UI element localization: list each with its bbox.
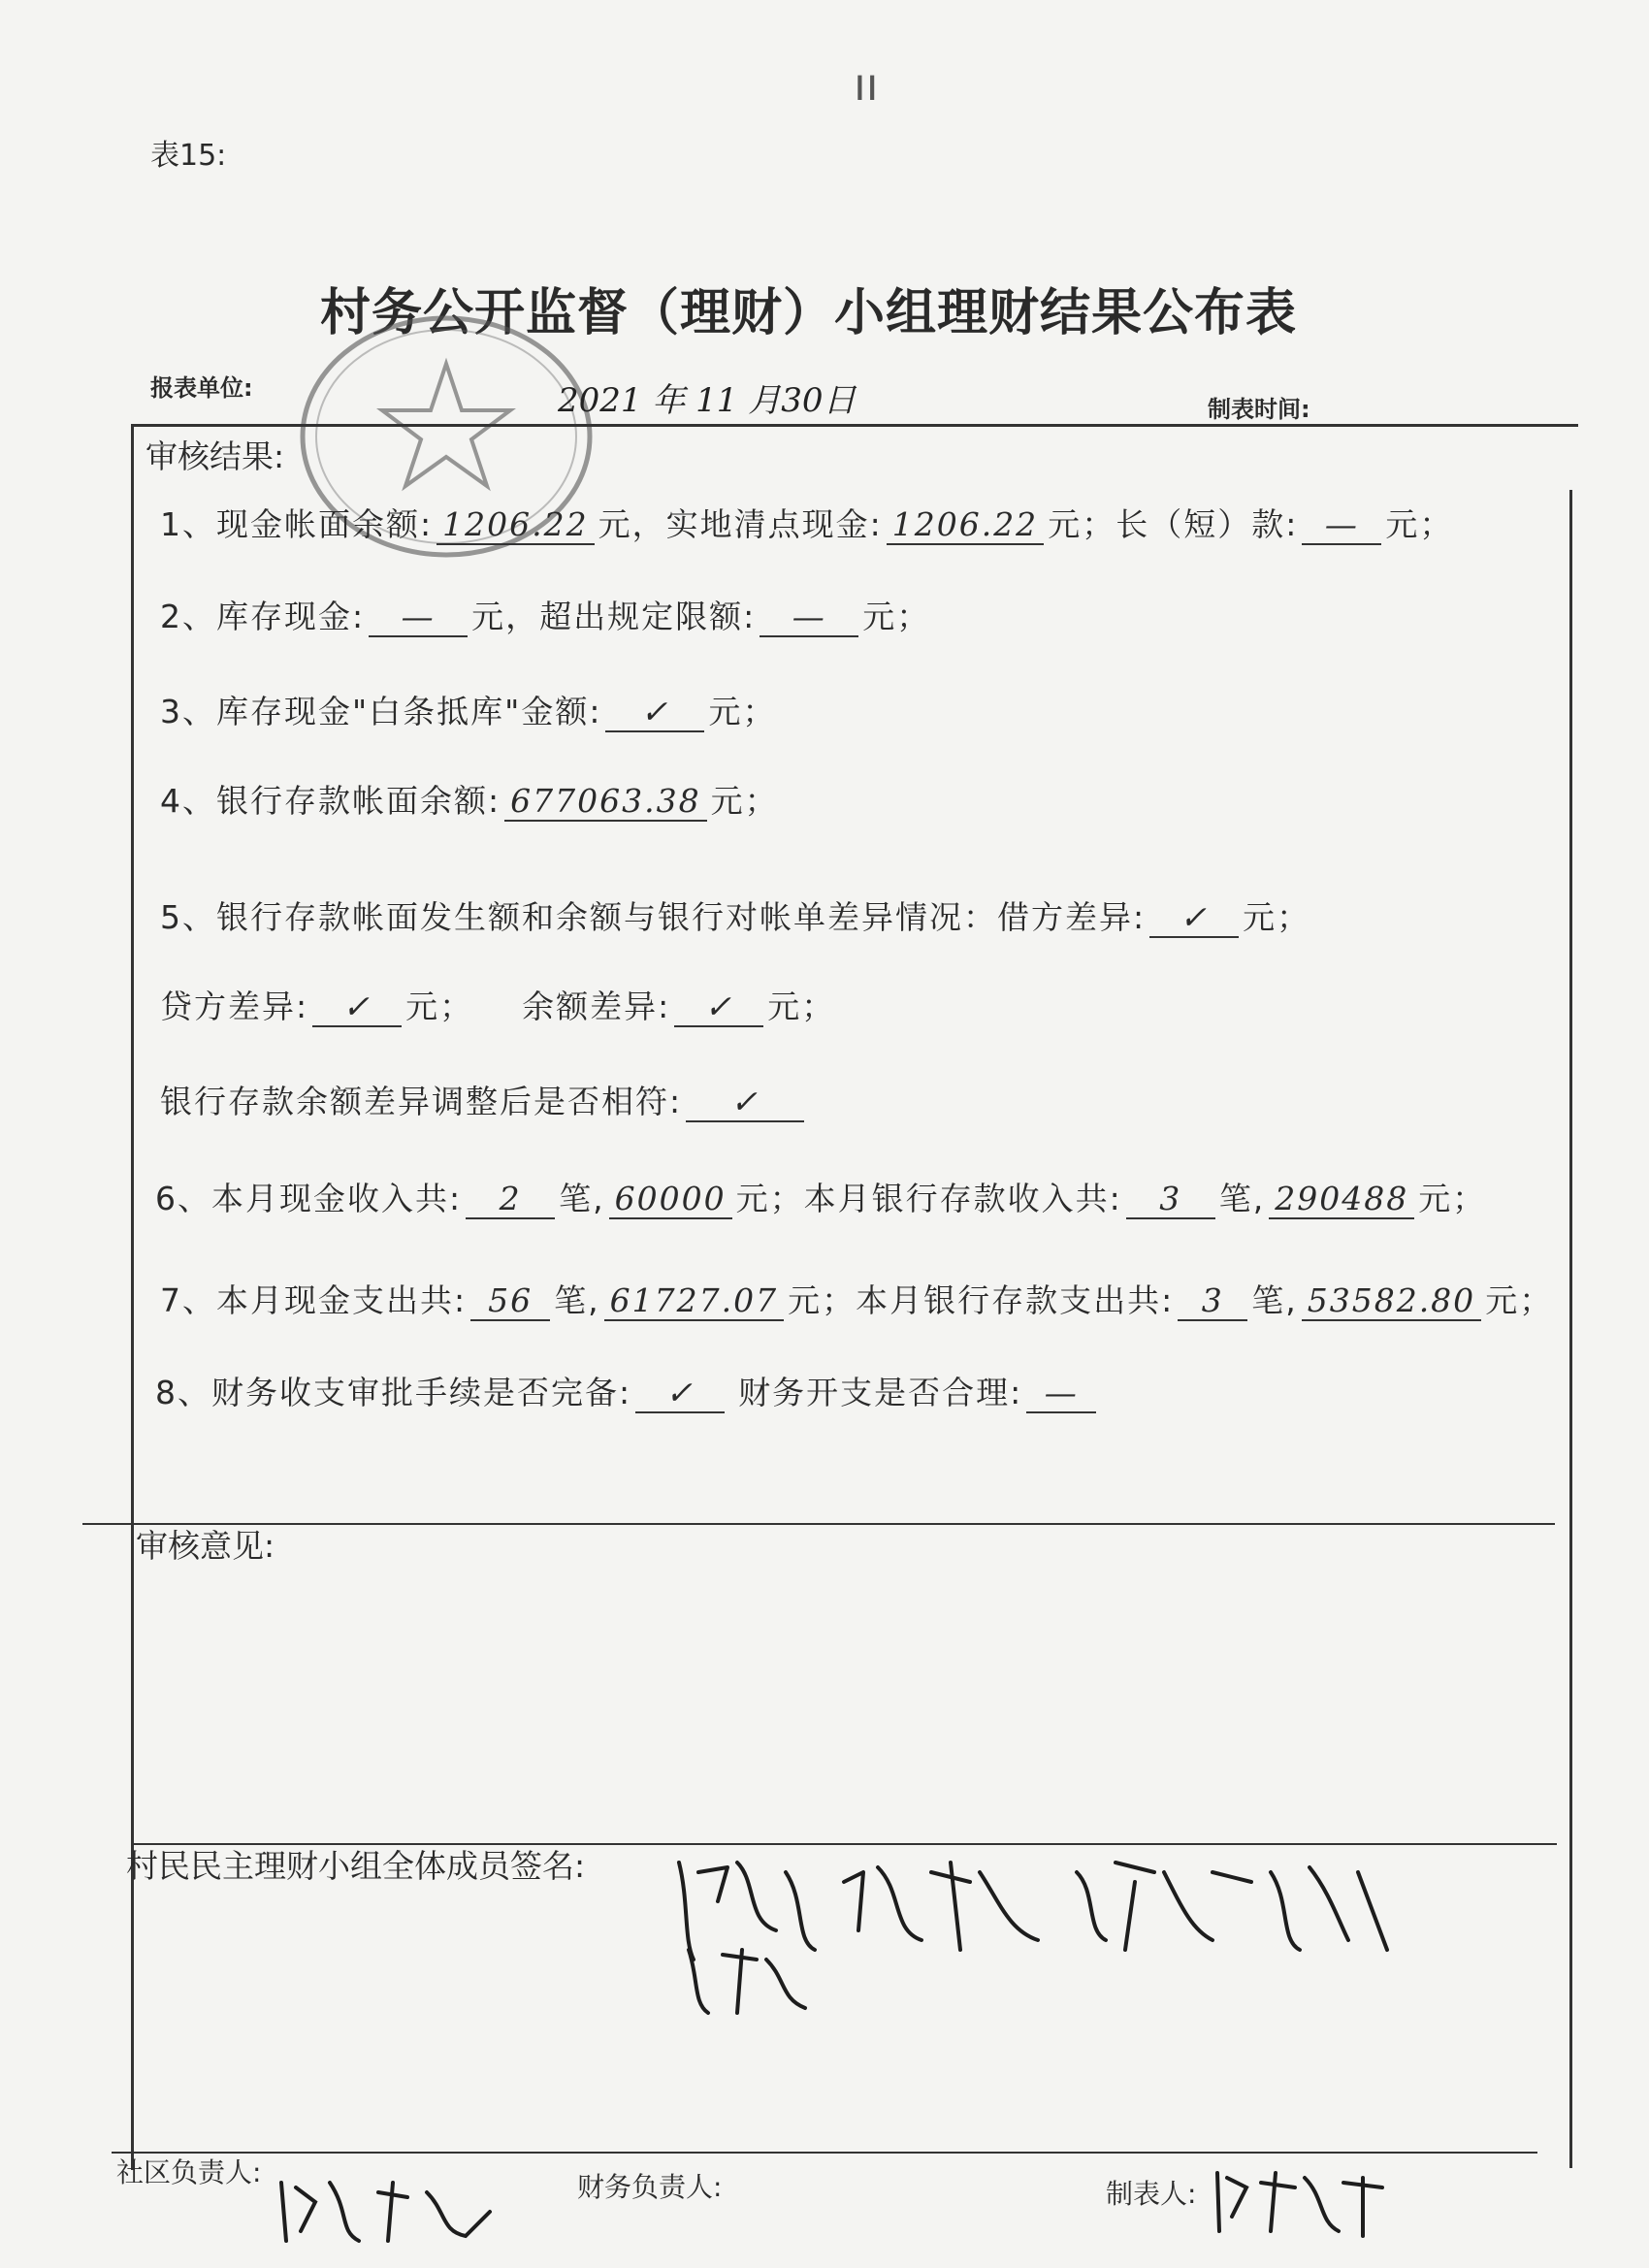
label: 5、银行存款帐面发生额和余额与银行对帐单差异情况：借方差异:: [160, 898, 1147, 936]
bank-income-count: 3: [1126, 1180, 1215, 1219]
finance-head-label: 财务负责人:: [577, 2171, 723, 2203]
review-row-1: [160, 500, 1453, 545]
cash-expense-amount: 61727.07: [604, 1281, 784, 1321]
form-number: 表15:: [150, 139, 227, 173]
cash-counted: 1206.22: [887, 505, 1044, 545]
label: 笔,: [554, 1281, 600, 1319]
bank-income-amount: 290488: [1269, 1180, 1414, 1219]
page-title: 村务公开监督（理财）小组理财结果公布表: [320, 284, 1298, 342]
review-row-8: [155, 1368, 1100, 1413]
review-row-5c: [160, 1077, 808, 1122]
label: 8、财务收支审批手续是否完备:: [155, 1374, 632, 1411]
bank-expense-amount: 53582.80: [1302, 1281, 1481, 1321]
section-divider-3: [112, 2152, 1537, 2154]
stray-mark: ıı: [854, 58, 879, 111]
bank-book-balance: 677063.38: [504, 782, 706, 822]
label: 1、现金帐面余额:: [160, 505, 434, 543]
label: 元；: [862, 598, 931, 635]
opinion-label: 审核意见:: [136, 1527, 275, 1565]
label: 财务开支是否合理:: [738, 1374, 1023, 1411]
cash-expense-count: 56: [470, 1281, 550, 1321]
label: 银行存款余额差异调整后是否相符:: [160, 1083, 683, 1120]
table-left-border: [131, 424, 134, 2170]
label: 元；长（短）款:: [1048, 505, 1299, 543]
prepare-time-label: 制表时间:: [1208, 396, 1310, 423]
review-heading: 审核结果:: [146, 437, 285, 475]
label: 元；: [708, 693, 777, 730]
review-row-7: [160, 1276, 1553, 1321]
member-signatures: [669, 1843, 1523, 2022]
section-divider-1: [82, 1523, 1555, 1525]
label: 贷方差异:: [160, 988, 309, 1025]
cash-income-amount: 60000: [609, 1180, 732, 1219]
report-date: 2021 年 11 月30日: [558, 381, 857, 420]
community-head-signature: [272, 2173, 504, 2254]
label: 元；本月银行存款支出共:: [788, 1281, 1175, 1319]
label: 7、本月现金支出共:: [160, 1281, 468, 1319]
label: 元；: [1485, 1281, 1554, 1319]
label: 4、银行存款帐面余额:: [160, 782, 501, 820]
credit-difference: ✓: [312, 988, 402, 1027]
label: 元；: [405, 988, 474, 1025]
cash-on-hand: —: [369, 598, 468, 637]
label: 6、本月现金收入共:: [155, 1180, 463, 1217]
reconciled-match: ✓: [686, 1083, 804, 1122]
expense-reasonable: —: [1026, 1374, 1096, 1413]
approval-complete: ✓: [635, 1374, 725, 1413]
label: 余额差异:: [522, 988, 671, 1025]
review-row-6: [155, 1174, 1486, 1219]
cash-over-short: —: [1302, 505, 1381, 545]
signatures-label: 村民民主理财小组全体成员签名:: [126, 1847, 586, 1885]
label: 元；: [710, 782, 779, 820]
report-unit-label: 报表单位:: [150, 374, 253, 402]
label: 元；: [1385, 505, 1454, 543]
bank-expense-count: 3: [1178, 1281, 1247, 1321]
label: 笔,: [1251, 1281, 1298, 1319]
review-row-5b: [160, 982, 835, 1027]
label: 笔,: [559, 1180, 605, 1217]
review-row-5: [160, 892, 1310, 938]
label: 元；本月银行存款收入共:: [735, 1180, 1122, 1217]
preparer-signature: [1208, 2163, 1402, 2245]
label: 笔,: [1218, 1180, 1266, 1217]
cash-income-count: 2: [466, 1180, 555, 1219]
balance-difference: ✓: [674, 988, 763, 1027]
label: 3、库存现金"白条抵库"金额:: [160, 693, 602, 730]
community-head-label: 社区负责人:: [116, 2156, 262, 2188]
label: 元；: [1418, 1180, 1487, 1217]
excess-limit: —: [760, 598, 858, 637]
review-row-4: [160, 776, 779, 822]
label: 2、库存现金:: [160, 598, 366, 635]
review-row-3: [160, 687, 776, 732]
cash-book-balance: 1206.22: [436, 505, 594, 545]
label: 元，超出规定限额:: [471, 598, 757, 635]
label: 元，实地清点现金:: [598, 505, 883, 543]
label: 元；: [767, 988, 836, 1025]
debit-difference: ✓: [1149, 898, 1239, 938]
review-row-2: [160, 592, 930, 637]
label: 元；: [1243, 898, 1311, 936]
table-right-border: [1569, 490, 1572, 2168]
table-top-border: [131, 424, 1578, 427]
preparer-label: 制表人:: [1106, 2178, 1197, 2210]
iou-amount: ✓: [605, 693, 704, 732]
